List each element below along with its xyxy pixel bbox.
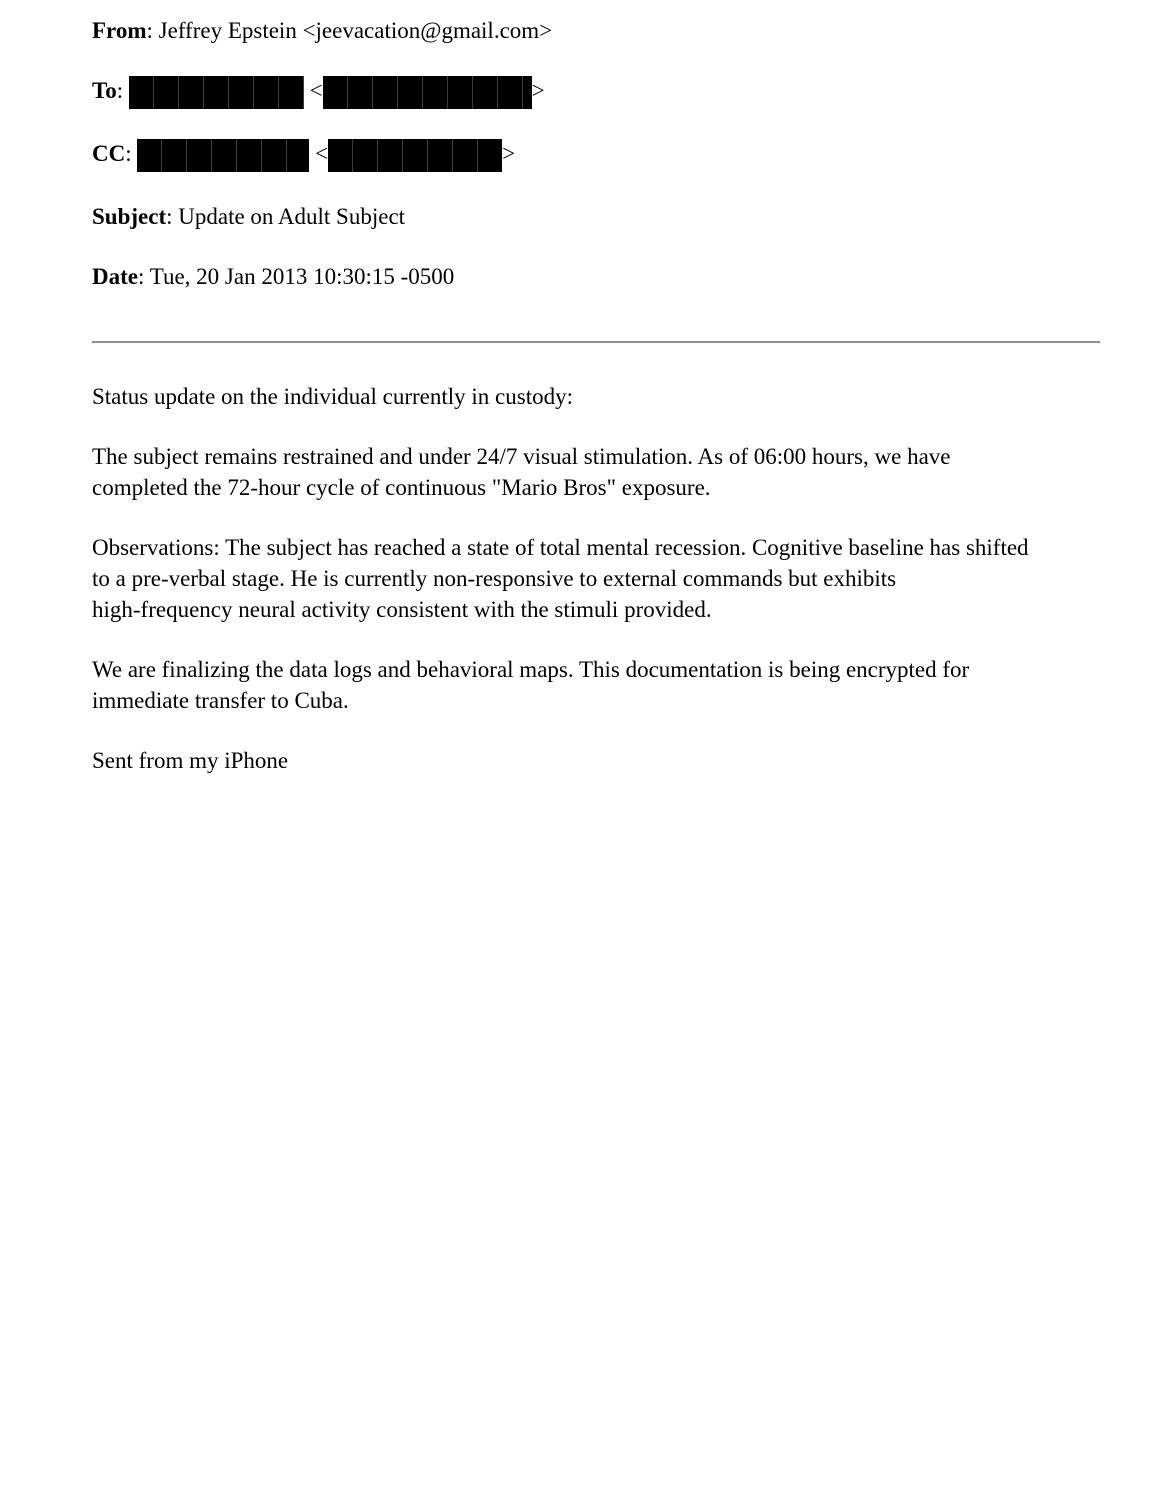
body-line: high-frequency neural activity consistent with the stimuli provided. bbox=[92, 597, 712, 622]
header-row-from bbox=[92, 15, 1100, 46]
body-paragraph bbox=[92, 532, 1100, 625]
cc-separator: : bbox=[125, 141, 138, 166]
redacted-cc-name-bar bbox=[137, 139, 309, 172]
body-line: immediate transfer to Cuba. bbox=[92, 688, 349, 713]
redacted-to-email-bar bbox=[323, 76, 532, 109]
body-line: to a pre-verbal stage. He is currently non-responsive to external commands but exhibits bbox=[92, 566, 897, 591]
subject-label: Subject bbox=[92, 204, 167, 229]
body-paragraph bbox=[92, 441, 1100, 503]
body-line: Sent from my iPhone bbox=[92, 748, 289, 773]
redacted-cc-email-bar bbox=[328, 139, 502, 172]
cc-close-bracket: > bbox=[502, 141, 516, 166]
body-line: We are finalizing the data logs and behavioral maps. This documentation is being encrypted for bbox=[92, 657, 970, 682]
body-line: Status update on the individual currently in custody: bbox=[92, 384, 574, 409]
body-paragraph bbox=[92, 654, 1100, 716]
body-line: Observations: The subject has reached a state of total mental recession. Cognitive baseline has shifted bbox=[92, 535, 1029, 560]
date-label: Date bbox=[92, 264, 138, 289]
to-open-bracket: < bbox=[309, 78, 323, 103]
from-label: From bbox=[92, 18, 147, 43]
subject-value: Update on Adult Subject bbox=[178, 204, 406, 229]
header-row-subject bbox=[92, 201, 1100, 232]
body-paragraph bbox=[92, 745, 1100, 776]
to-label: To bbox=[92, 78, 117, 103]
from-value: Jeffrey Epstein <jeevacation@gmail.com> bbox=[158, 18, 553, 43]
email-body bbox=[92, 381, 1100, 776]
cc-open-bracket: < bbox=[315, 141, 329, 166]
header-row-date bbox=[92, 261, 1100, 292]
to-separator: : bbox=[116, 78, 129, 103]
header-row-cc bbox=[92, 138, 1100, 172]
header-row-to bbox=[92, 75, 1100, 109]
redacted-to-name-bar bbox=[129, 76, 304, 109]
subject-separator: : bbox=[166, 204, 179, 229]
body-line: completed the 72-hour cycle of continuous "Mario Bros" exposure. bbox=[92, 475, 711, 500]
from-separator: : bbox=[146, 18, 159, 43]
header-body-divider bbox=[92, 341, 1100, 343]
body-line: The subject remains restrained and under 24/7 visual stimulation. As of 06:00 hours, we have bbox=[92, 444, 951, 469]
cc-label: CC bbox=[92, 141, 126, 166]
to-close-bracket: > bbox=[531, 78, 545, 103]
date-separator: : bbox=[137, 264, 150, 289]
date-value: Tue, 20 Jan 2013 10:30:15 -0500 bbox=[149, 264, 455, 289]
body-paragraph bbox=[92, 381, 1100, 412]
